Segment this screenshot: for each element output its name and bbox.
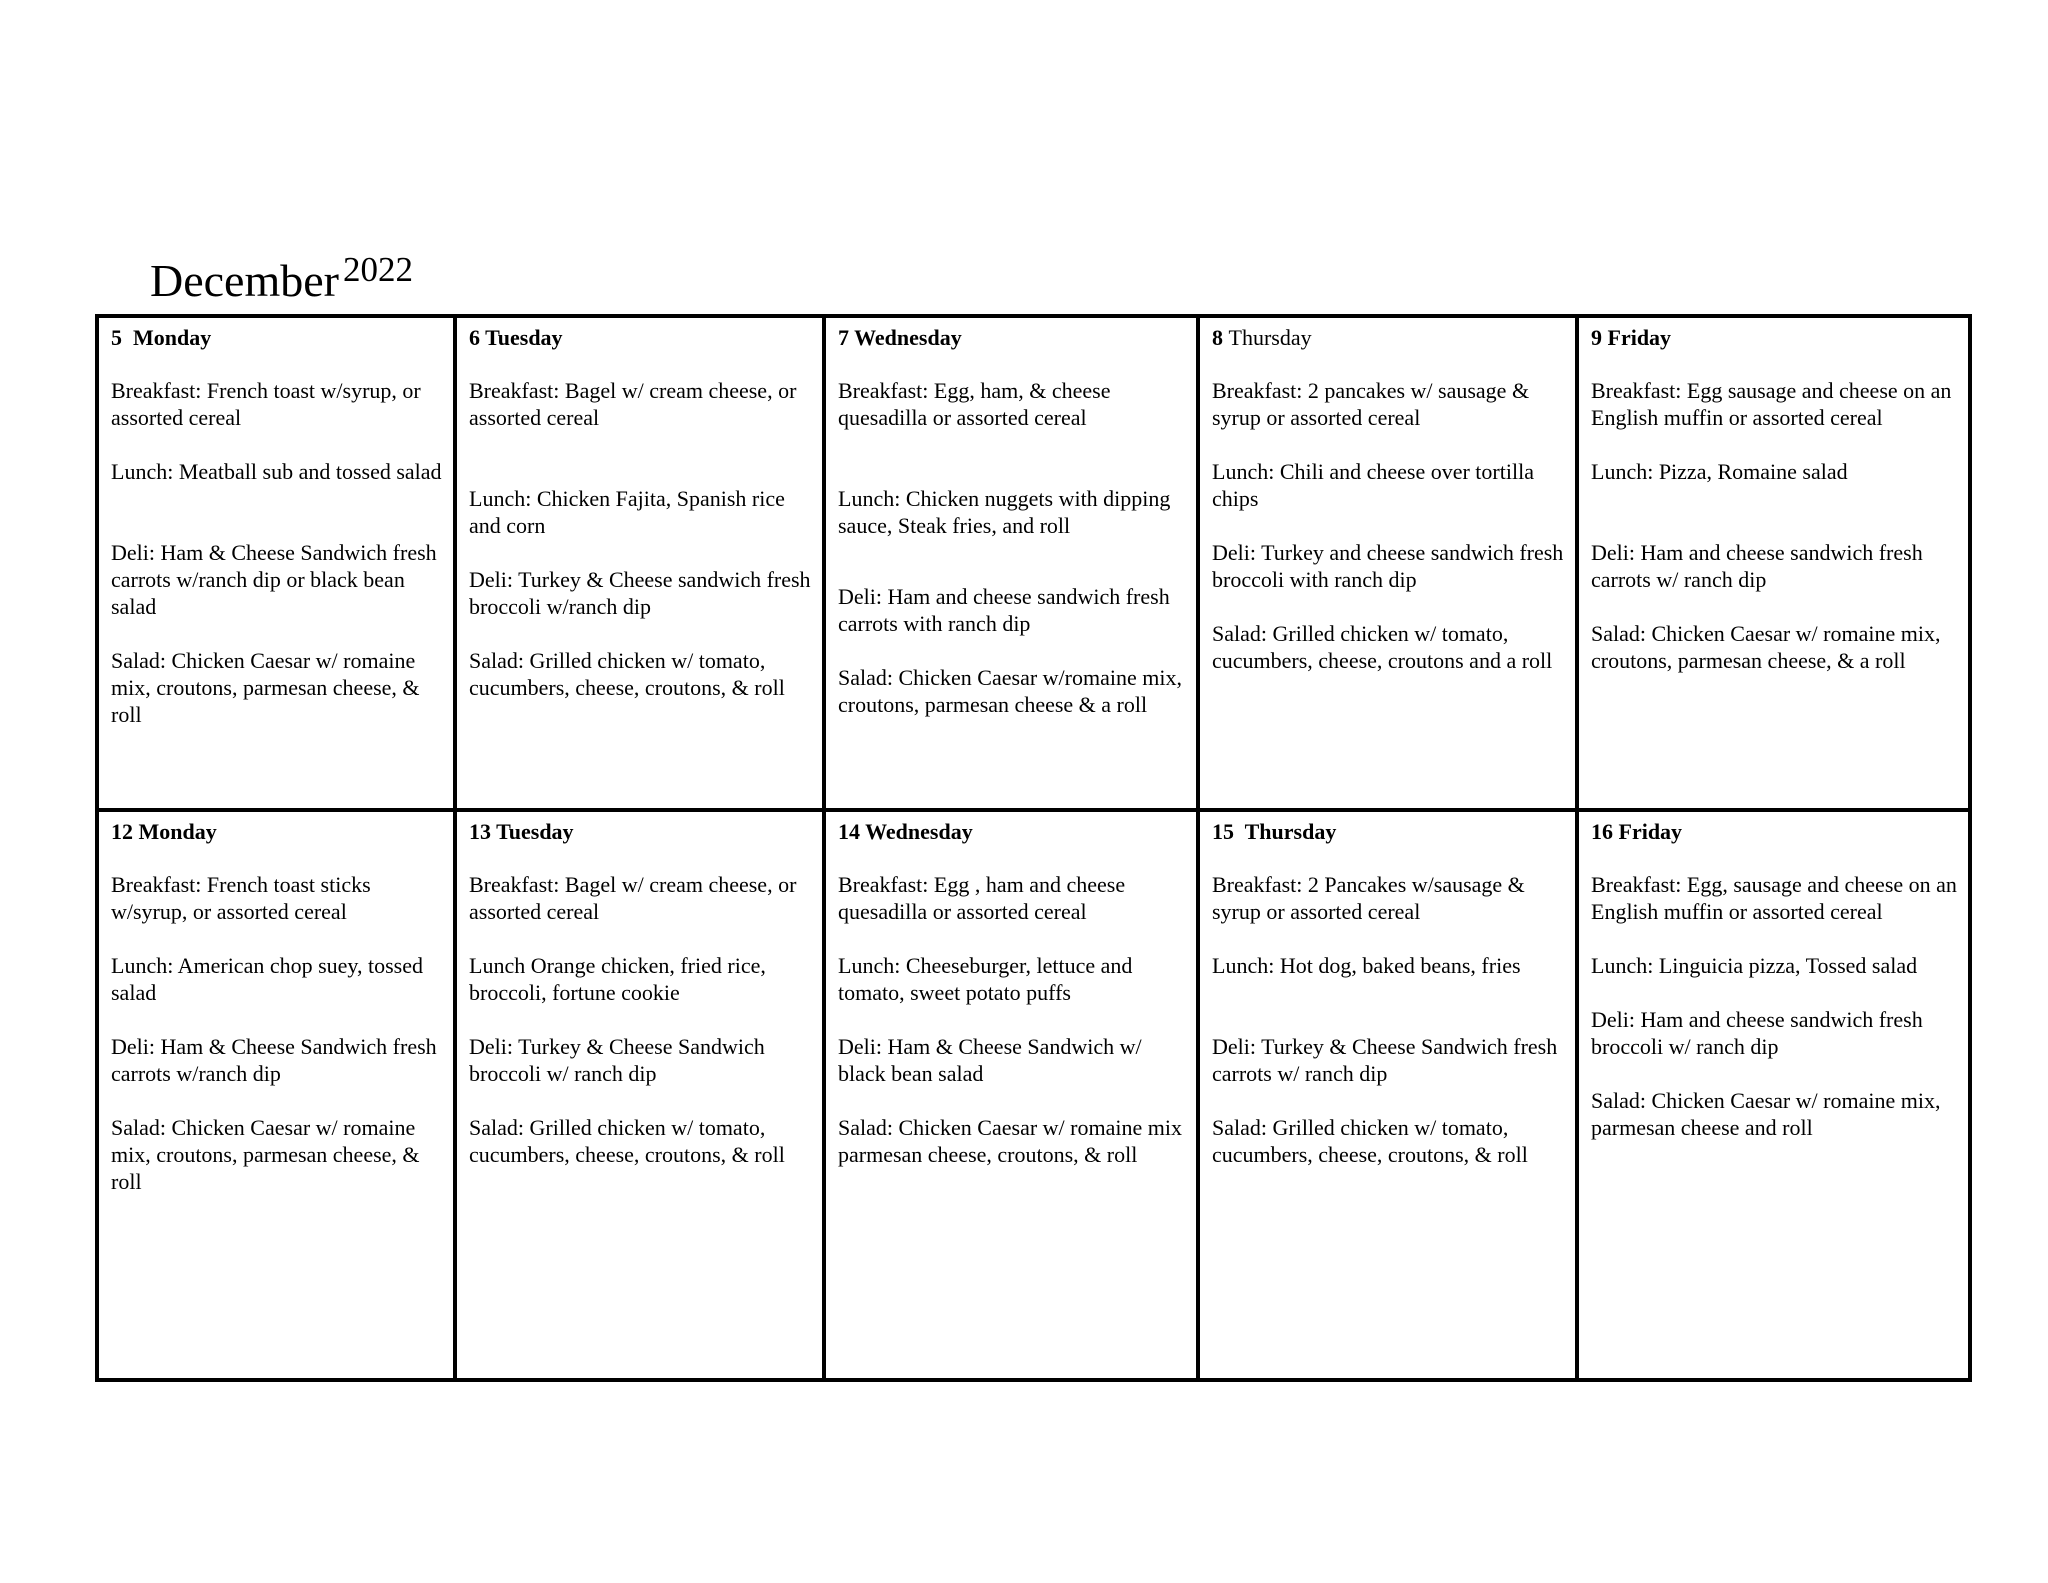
day-heading — [111, 324, 443, 351]
breakfast-item: Breakfast: French toast sticks w/syrup, or assorted cereal — [111, 872, 371, 924]
day-cell-7-wednesday — [826, 318, 1200, 812]
day-number: 15 — [1212, 819, 1234, 844]
deli-item: Deli: Ham and cheese sandwich fresh broccoli w/ ranch dip — [1591, 1007, 1923, 1059]
day-cell-6-tuesday — [457, 318, 826, 812]
day-name: Friday — [1607, 325, 1672, 350]
salad-item: Salad: Grilled chicken w/ tomato, cucumbers, cheese, croutons, & roll — [469, 1115, 785, 1167]
lunch-item: Lunch Orange chicken, fried rice, broccoli, fortune cookie — [469, 953, 766, 1005]
day-number: 12 — [111, 819, 133, 844]
lunch-item: Lunch: Chicken nuggets with dipping sauce, Steak fries, and roll — [838, 486, 1171, 538]
breakfast-item: Breakfast: Egg , ham and cheese quesadilla or assorted cereal — [838, 872, 1126, 924]
day-name: Thursday — [1228, 325, 1312, 350]
lunch-item: Lunch: Cheeseburger, lettuce and tomato, sweet potato puffs — [838, 953, 1133, 1005]
day-heading — [1212, 324, 1565, 351]
breakfast-item: Breakfast: Egg, sausage and cheese on an English muffin or assorted cereal — [1591, 872, 1957, 924]
deli-item: Deli: Turkey & Cheese Sandwich fresh carrots w/ ranch dip — [1212, 1034, 1558, 1086]
lunch-item: Lunch: Hot dog, baked beans, fries — [1212, 953, 1521, 978]
calendar-month: December — [150, 255, 339, 306]
breakfast-item: Breakfast: Egg sausage and cheese on an English muffin or assorted cereal — [1591, 378, 1952, 430]
day-cell-14-wednesday — [826, 812, 1200, 1378]
day-name: Tuesday — [496, 819, 574, 844]
lunch-item: Lunch: Chili and cheese over tortilla chips — [1212, 459, 1534, 511]
day-cell-8-thursday — [1200, 318, 1579, 812]
menu-calendar-grid — [95, 314, 1972, 1382]
day-cell-16-friday — [1579, 812, 1968, 1378]
day-number: 6 — [469, 325, 480, 350]
breakfast-item: Breakfast: Egg, ham, & cheese quesadilla or assorted cereal — [838, 378, 1111, 430]
day-heading — [469, 818, 812, 845]
deli-item: Deli: Ham and cheese sandwich fresh carrots w/ ranch dip — [1591, 540, 1923, 592]
day-cell-5-monday — [99, 318, 457, 812]
deli-item: Deli: Ham & Cheese Sandwich w/ black bean salad — [838, 1034, 1142, 1086]
breakfast-item: Breakfast: Bagel w/ cream cheese, or assorted cereal — [469, 872, 797, 924]
day-name: Friday — [1618, 819, 1683, 844]
salad-item: Salad: Chicken Caesar w/ romaine mix, croutons, parmesan cheese, & roll — [111, 1115, 420, 1194]
day-name: Tuesday — [485, 325, 563, 350]
day-heading — [1591, 818, 1958, 845]
lunch-item: Lunch: American chop suey, tossed salad — [111, 953, 423, 1005]
salad-item: Salad: Chicken Caesar w/ romaine mix, croutons, parmesan cheese, & a roll — [1591, 621, 1941, 673]
day-number: 8 — [1212, 325, 1223, 350]
salad-item: Salad: Grilled chicken w/ tomato, cucumbers, cheese, croutons and a roll — [1212, 621, 1553, 673]
breakfast-item: Breakfast: Bagel w/ cream cheese, or assorted cereal — [469, 378, 797, 430]
deli-item: Deli: Turkey & Cheese sandwich fresh broccoli w/ranch dip — [469, 567, 811, 619]
day-heading — [469, 324, 812, 351]
day-heading — [838, 324, 1186, 351]
day-name: Monday — [133, 325, 212, 350]
day-cell-15-thursday — [1200, 812, 1579, 1378]
salad-item: Salad: Chicken Caesar w/ romaine mix, parmesan cheese and roll — [1591, 1088, 1941, 1140]
day-name: Monday — [138, 819, 217, 844]
day-name: Wednesday — [865, 819, 973, 844]
salad-item: Salad: Chicken Caesar w/ romaine mix, croutons, parmesan cheese, & roll — [111, 648, 420, 727]
breakfast-item: Breakfast: 2 Pancakes w/sausage & syrup or assorted cereal — [1212, 872, 1525, 924]
deli-item: Deli: Turkey and cheese sandwich fresh broccoli with ranch dip — [1212, 540, 1564, 592]
lunch-item: Lunch: Linguicia pizza, Tossed salad — [1591, 953, 1918, 978]
day-number: 5 — [111, 325, 122, 350]
breakfast-item: Breakfast: 2 pancakes w/ sausage & syrup or assorted cereal — [1212, 378, 1530, 430]
calendar-title — [150, 250, 413, 306]
day-cell-9-friday — [1579, 318, 1968, 812]
deli-item: Deli: Ham & Cheese Sandwich fresh carrots w/ranch dip or black bean salad — [111, 540, 437, 619]
day-number: 16 — [1591, 819, 1613, 844]
deli-item: Deli: Ham & Cheese Sandwich fresh carrots w/ranch dip — [111, 1034, 437, 1086]
deli-item: Deli: Turkey & Cheese Sandwich broccoli w/ ranch dip — [469, 1034, 765, 1086]
lunch-item: Lunch: Pizza, Romaine salad — [1591, 459, 1848, 484]
day-number: 13 — [469, 819, 491, 844]
day-number: 9 — [1591, 325, 1602, 350]
day-heading — [1591, 324, 1958, 351]
salad-item: Salad: Chicken Caesar w/ romaine mix parmesan cheese, croutons, & roll — [838, 1115, 1182, 1167]
salad-item: Salad: Grilled chicken w/ tomato, cucumbers, cheese, croutons, & roll — [1212, 1115, 1528, 1167]
day-name: Thursday — [1244, 819, 1337, 844]
breakfast-item: Breakfast: French toast w/syrup, or assorted cereal — [111, 378, 421, 430]
calendar-year: 2022 — [343, 250, 413, 289]
salad-item: Salad: Grilled chicken w/ tomato, cucumbers, cheese, croutons, & roll — [469, 648, 785, 700]
day-number: 7 — [838, 325, 849, 350]
day-heading — [838, 818, 1186, 845]
salad-item: Salad: Chicken Caesar w/romaine mix, croutons, parmesan cheese & a roll — [838, 665, 1182, 717]
deli-item: Deli: Ham and cheese sandwich fresh carrots with ranch dip — [838, 584, 1170, 636]
day-cell-12-monday — [99, 812, 457, 1378]
day-cell-13-tuesday — [457, 812, 826, 1378]
day-heading — [111, 818, 443, 845]
day-name: Wednesday — [854, 325, 962, 350]
lunch-item: Lunch: Meatball sub and tossed salad — [111, 459, 442, 484]
day-number: 14 — [838, 819, 860, 844]
day-heading — [1212, 818, 1565, 845]
lunch-item: Lunch: Chicken Fajita, Spanish rice and corn — [469, 486, 785, 538]
